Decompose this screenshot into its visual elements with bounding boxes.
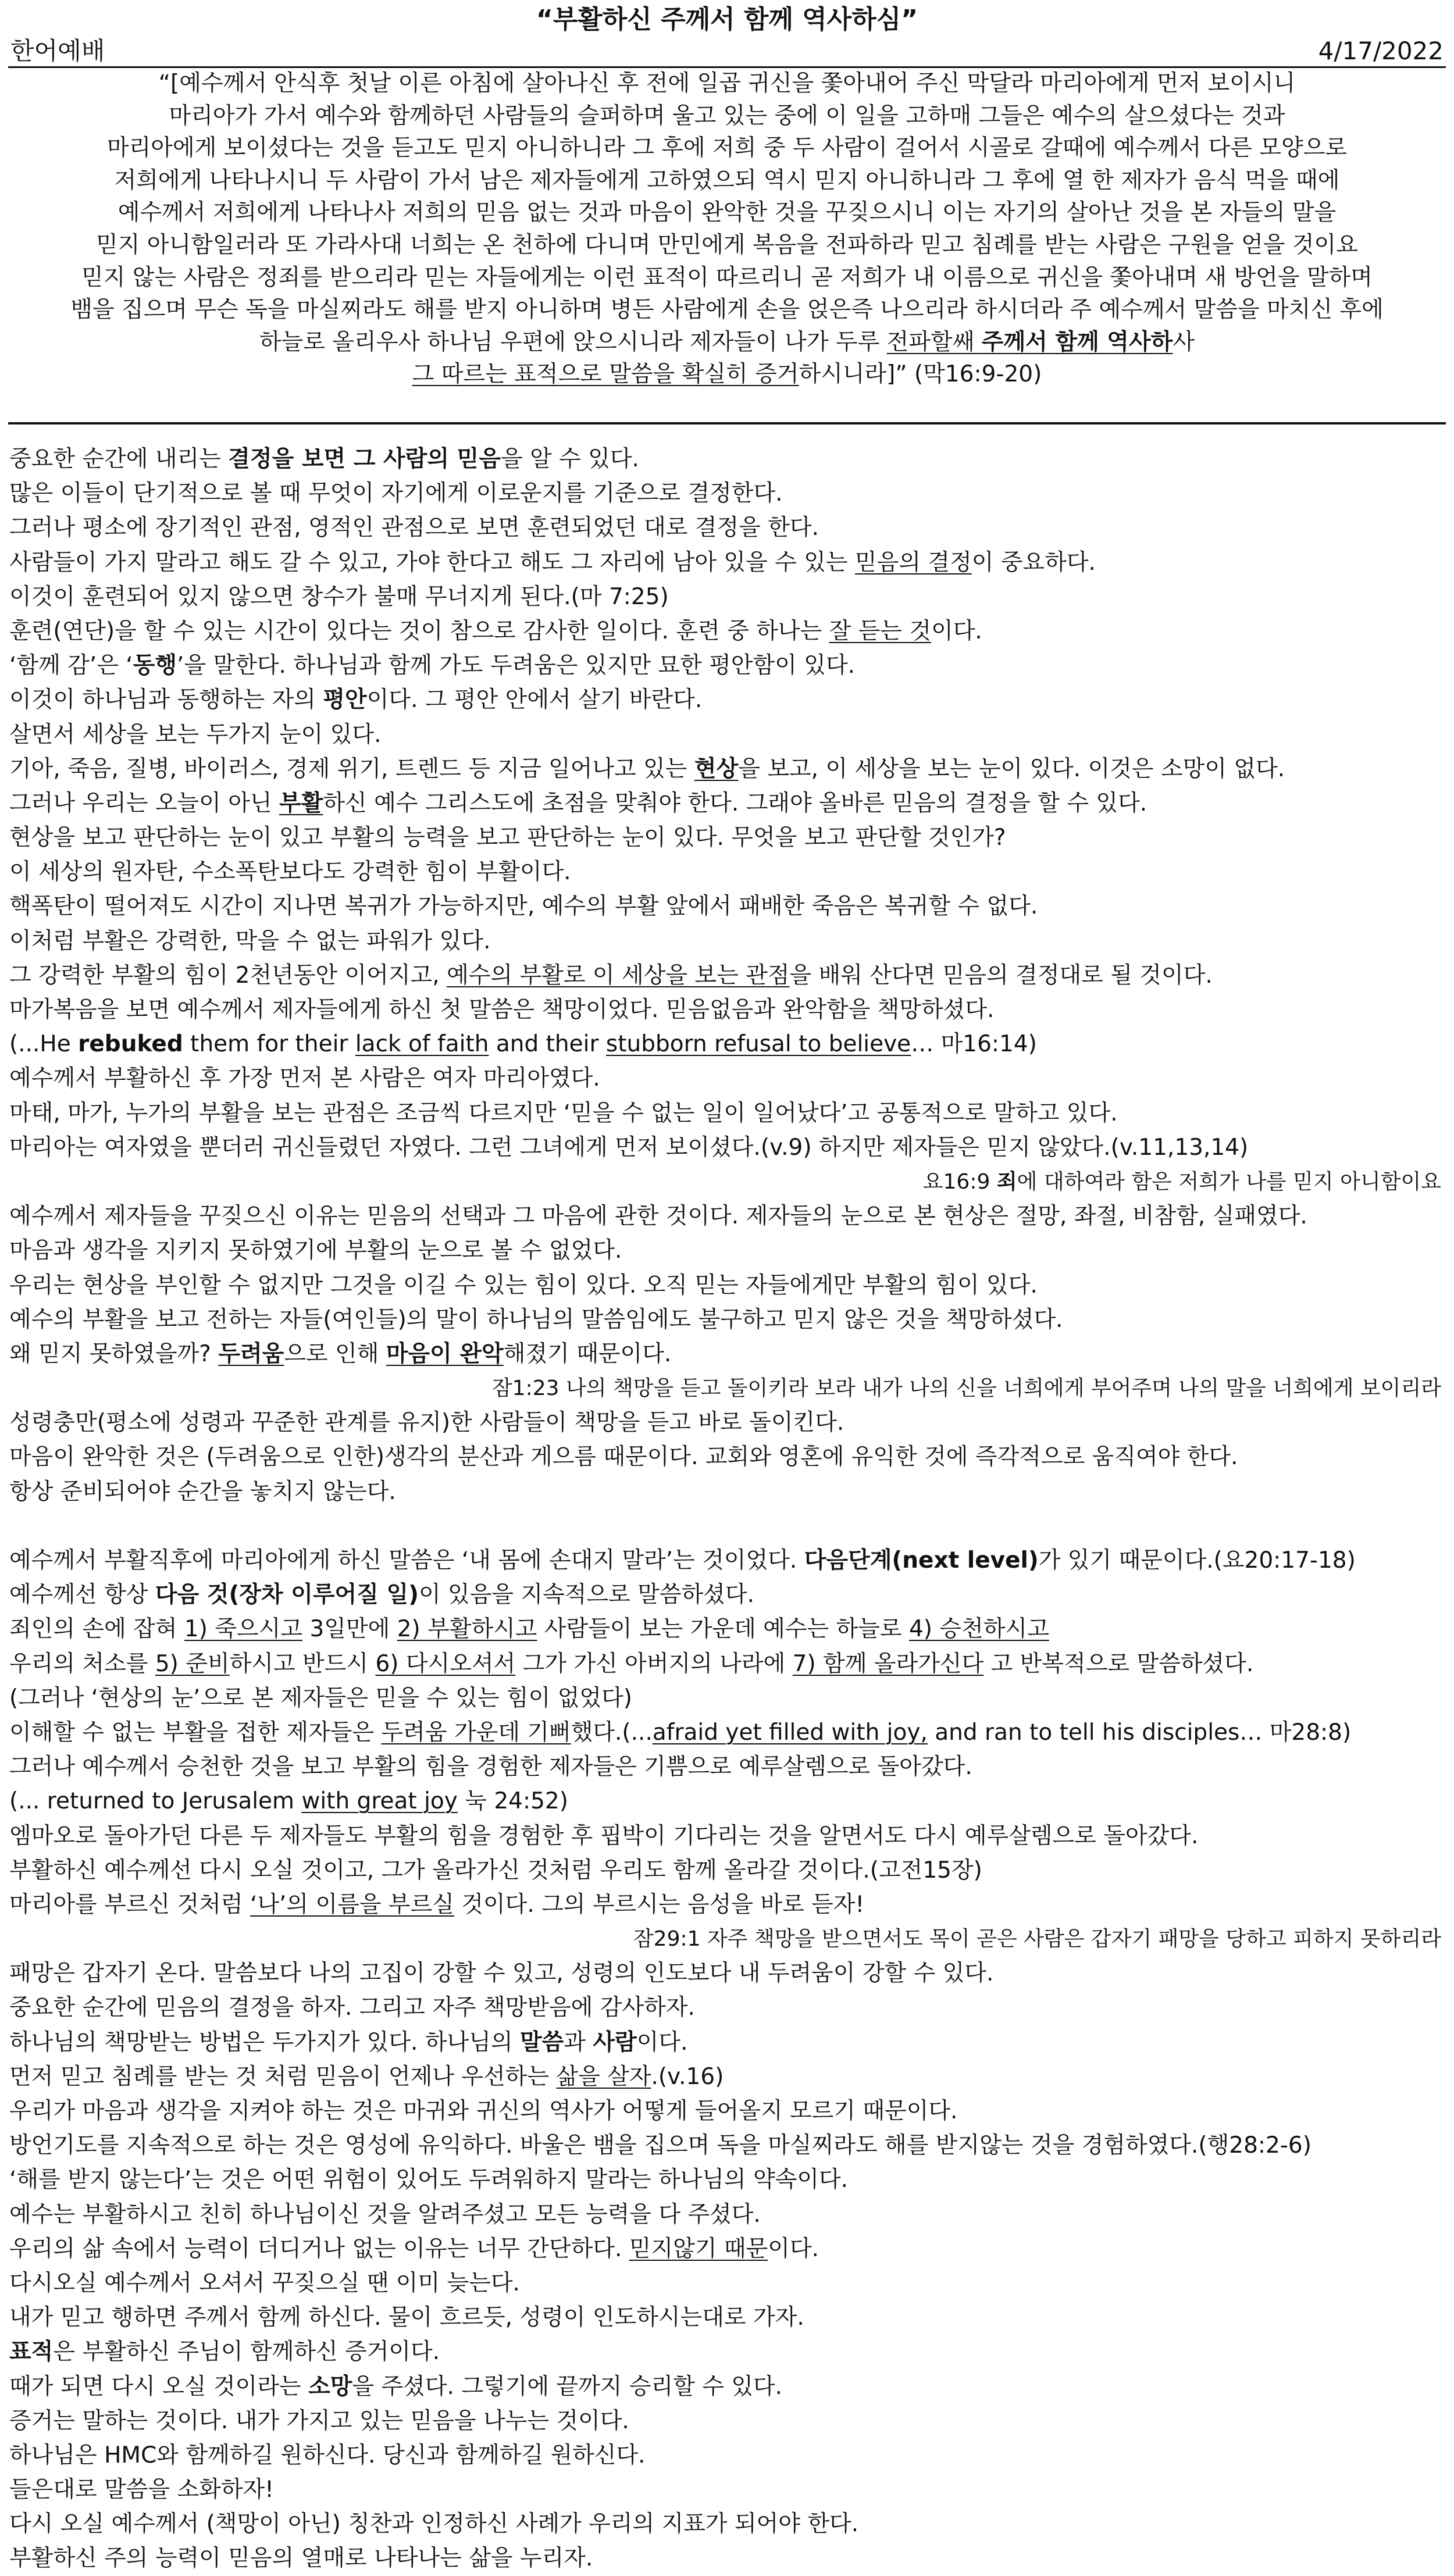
- sermon-line: [9, 1509, 1446, 1543]
- sermon-line: 하나님은 HMC와 함께하길 원하신다. 당신과 함께하길 원하신다.: [9, 2442, 646, 2468]
- sermon-line: 마리아를 부르신 것처럼 ‘나’의 이름을 부르실 것이다. 그의 부르시는 음성을 바로 듣자!: [9, 1891, 865, 1918]
- sermon-line: 다시오실 예수께서 오셔서 꾸짖으실 땐 이미 늦는다.: [9, 2270, 520, 2296]
- sermon-line: ‘함께 감’은 ‘동행’을 말한다. 하나님과 함께 가도 두려움은 있지만 묘한 평안함이 있다.: [9, 652, 856, 679]
- sermon-line: 표적은 부활하신 주님이 함께하신 증거이다.: [9, 2339, 440, 2366]
- sermon-line: 이 세상의 원자탄, 수소폭탄보다도 강력한 힘이 부활이다.: [9, 859, 571, 886]
- sermon-line: 사람들이 가지 말라고 해도 갈 수 있고, 가야 한다고 해도 그 자리에 남아 있을 수 있는 믿음의 결정이 중요하다.: [9, 549, 1096, 576]
- sermon-line: 잠1:23 나의 책망을 듣고 돌이키라 보라 내가 나의 신을 너희에게 부어주며 나의 말을 너희에게 보이리라: [491, 1376, 1441, 1401]
- sermon-line: 마음이 완악한 것은 (두려움으로 인한)생각의 분산과 게으름 때문이다. 교회와 영혼에 유익한 것에 즉각적으로 움직여야 한다.: [9, 1444, 1238, 1471]
- scripture-line: “[예수께서 안식후 첫날 이른 아침에 살아나신 후 전에 일곱 귀신을 쫓아내어 주신 막달라 마리아에게 먼저 보이시니: [158, 70, 1296, 97]
- scripture-line: 믿지 아니함일러라 또 가라사대 너희는 온 천하에 다니며 만민에게 복음을 전파하라 믿고 침례를 받는 사람은 구원을 얻을 것이요: [96, 231, 1358, 258]
- sermon-line: 마리아는 여자였을 뿐더러 귀신들렸던 자였다. 그런 그녀에게 먼저 보이셨다.(v.9) 하지만 제자들은 믿지 않았다.(v.11,13,14): [9, 1134, 1249, 1161]
- sermon-line: 예수는 부활하시고 친히 하나님이신 것을 알려주셨고 모든 능력을 다 주셨다.: [9, 2201, 761, 2228]
- sermon-line: 중요한 순간에 믿음의 결정을 하자. 그리고 자주 책망받음에 감사하자.: [9, 1995, 695, 2021]
- sermon-line: 죄인의 손에 잡혀 1) 죽으시고 3일만에 2) 부활하시고 사람들이 보는 가운데 예수는 하늘로 4) 승천하시고: [9, 1616, 1049, 1643]
- sermon-line: 현상을 보고 판단하는 눈이 있고 부활의 능력을 보고 판단하는 눈이 있다. 무엇을 보고 판단할 것인가?: [9, 825, 1006, 851]
- sermon-line: 예수께선 항상 다음 것(장차 이루어질 일)이 있음을 지속적으로 말씀하셨다.: [9, 1582, 754, 1608]
- sermon-line: 우리가 마음과 생각을 지켜야 하는 것은 마귀와 귀신의 역사가 어떻게 들어올지 모르기 때문이다.: [9, 2098, 958, 2124]
- service-label: 한어예배: [10, 37, 105, 65]
- sermon-line: (그러나 ‘현상의 눈’으로 본 제자들은 믿을 수 있는 힘이 없었다): [9, 1685, 632, 1711]
- scripture-line: 마리아에게 보이셨다는 것을 듣고도 믿지 아니하니라 그 후에 저희 중 두 사람이 걸어서 시골로 갈때에 예수께서 다른 모양으로: [106, 135, 1348, 162]
- sermon-line: 그러나 예수께서 승천한 것을 보고 부활의 힘을 경험한 제자들은 기쁨으로 예루살렘으로 돌아갔다.: [9, 1754, 972, 1781]
- sermon-line: 패망은 갑자기 온다. 말씀보다 나의 고집이 강할 수 있고, 성령의 인도보다 내 두려움이 강할 수 있다.: [9, 1960, 994, 1987]
- date-label: 4/17/2022: [1318, 37, 1444, 65]
- sermon-line: 이것이 훈련되어 있지 않으면 창수가 불매 무너지게 된다.(마 7:25): [9, 583, 669, 610]
- sermon-line: 증거는 말하는 것이다. 내가 가지고 있는 믿음을 나누는 것이다.: [9, 2407, 629, 2434]
- sermon-body: [9, 442, 1446, 2576]
- sermon-line: 우리의 삶 속에서 능력이 더디거나 없는 이유는 너무 간단하다. 믿지않기 때문이다.: [9, 2235, 819, 2262]
- sermon-line: 그 강력한 부활의 힘이 2천년동안 이어지고, 예수의 부활로 이 세상을 보는 관점을 배워 산다면 믿음의 결정대로 될 것이다.: [9, 962, 1213, 989]
- sermon-line: 성령충만(평소에 성령과 꾸준한 관계를 유지)한 사람들이 책망을 듣고 바로 돌이킨다.: [9, 1410, 844, 1436]
- scripture-line: 믿지 않는 사람은 정죄를 받으리라 믿는 자들에게는 이런 표적이 따르리니 곧 저희가 내 이름으로 귀신을 쫓아내며 새 방언을 말하며: [81, 264, 1373, 291]
- sermon-line: 이해할 수 없는 부활을 접한 제자들은 두려움 가운데 기뻐했다.(...afraid yet filled with joy, and ran to tell his disciples… 마28:8): [9, 1719, 1352, 1746]
- sermon-line: 예수의 부활을 보고 전하는 자들(여인들)의 말이 하나님의 말씀임에도 불구하고 믿지 않은 것을 책망하셨다.: [9, 1306, 1063, 1333]
- scripture-line: 하늘로 올리우사 하나님 우편에 앉으시니라 제자들이 나가 두루 전파할쌔 주께서 함께 역사하사: [259, 329, 1195, 355]
- sermon-line: (... returned to Jerusalem with great joy 눅 24:52): [9, 1788, 568, 1815]
- sermon-line: 요16:9 죄에 대하여라 함은 저희가 나를 믿지 아니함이요: [922, 1169, 1441, 1194]
- sermon-line: 예수께서 부활직후에 마리아에게 하신 말씀은 ‘내 몸에 손대지 말라’는 것이었다. 다음단계(next level)가 있기 때문이다.(요20:17-18): [9, 1547, 1356, 1574]
- sermon-line: 때가 되면 다시 오실 것이라는 소망을 주셨다. 그렇기에 끝까지 승리할 수 있다.: [9, 2373, 783, 2400]
- sermon-line: 마태, 마가, 누가의 부활을 보는 관점은 조금씩 다르지만 ‘믿을 수 없는 일이 일어났다’고 공통적으로 말하고 있다.: [9, 1100, 1118, 1126]
- scripture-line: 뱀을 집으며 무슨 독을 마실찌라도 해를 받지 아니하며 병든 사람에게 손을 얹은즉 나으리라 하시더라 주 예수께서 말씀을 마치신 후에: [70, 297, 1384, 323]
- sermon-line: 마가복음을 보면 예수께서 제자들에게 하신 첫 말씀은 책망이었다. 믿음없음과 완악함을 책망하셨다.: [9, 997, 995, 1023]
- sermon-line: 많은 이들이 단기적으로 볼 때 무엇이 자기에게 이로운지를 기준으로 결정한다.: [9, 480, 783, 507]
- sermon-line: 다시 오실 예수께서 (책망이 아닌) 칭찬과 인정하신 사례가 우리의 지표가 되어야 한다.: [9, 2511, 859, 2538]
- sermon-line: 부활하신 예수께선 다시 오실 것이고, 그가 올라가신 것처럼 우리도 함께 올라갈 것이다.(고전15장): [9, 1857, 982, 1883]
- sermon-line: 먼저 믿고 침례를 받는 것 처럼 믿음이 언제나 우선하는 삶을 살자.(v.16): [9, 2063, 724, 2090]
- sermon-line: 기아, 죽음, 질병, 바이러스, 경제 위기, 트렌드 등 지금 일어나고 있는 현상을 보고, 이 세상을 보는 눈이 있다. 이것은 소망이 없다.: [9, 755, 1285, 782]
- sermon-line: 예수께서 부활하신 후 가장 먼저 본 사람은 여자 마리아였다.: [9, 1065, 600, 1092]
- sermon-line: 내가 믿고 행하면 주께서 함께 하신다. 물이 흐르듯, 성령이 인도하시는대로 가자.: [9, 2304, 804, 2331]
- sermon-line: 그러나 평소에 장기적인 관점, 영적인 관점으로 보면 훈련되었던 대로 결정을 한다.: [9, 515, 819, 541]
- sermon-line: 항상 준비되어야 순간을 놓치지 않는다.: [9, 1478, 396, 1505]
- sermon-line: 핵폭탄이 떨어져도 시간이 지나면 복귀가 가능하지만, 예수의 부활 앞에서 패배한 죽음은 복귀할 수 없다.: [9, 893, 1038, 920]
- sermon-line: 들은대로 말씀을 소화하자!: [9, 2477, 274, 2503]
- sermon-line: 왜 믿지 못하였을까? 두려움으로 인해 마음이 완악해졌기 때문이다.: [9, 1340, 672, 1367]
- page-title: “부활하신 주께서 함께 역사하심”: [536, 5, 918, 34]
- sermon-line: 엠마오로 돌아가던 다른 두 제자들도 부활의 힘을 경험한 후 핍박이 기다리는 것을 알면서도 다시 예루살렘으로 돌아갔다.: [9, 1822, 1199, 1849]
- scripture-passage: [0, 67, 1454, 391]
- sermon-line: 우리의 처소를 5) 준비하시고 반드시 6) 다시오셔서 그가 가신 아버지의 나라에 7) 함께 올라가신다 고 반복적으로 말씀하셨다.: [9, 1650, 1254, 1677]
- sermon-line: 부활하신 주의 능력이 믿음의 열매로 나타나는 삶을 누리자.: [9, 2545, 593, 2572]
- sermon-line: 그러나 우리는 오늘이 아닌 부활하신 예수 그리스도에 초점을 맞춰야 한다. 그래야 올바른 믿음의 결정을 할 수 있다.: [9, 790, 1147, 816]
- sermon-line: (...He rebuked them for their lack of faith and their stubborn refusal to believe… 마16:14): [9, 1031, 1037, 1058]
- sermon-line: ‘해를 받지 않는다’는 것은 어떤 위험이 있어도 두려워하지 말라는 하나님의 약속이다.: [9, 2167, 849, 2193]
- sermon-line: 하나님의 책망받는 방법은 두가지가 있다. 하나님의 말씀과 사람이다.: [9, 2029, 688, 2056]
- scripture-line: 저희에게 나타나시니 두 사람이 가서 남은 제자들에게 고하였으되 역시 믿지 아니하니라 그 후에 열 한 제자가 음식 먹을 때에: [114, 167, 1340, 194]
- sermon-line: 마음과 생각을 지키지 못하였기에 부활의 눈으로 볼 수 없었다.: [9, 1237, 622, 1264]
- scripture-divider: [8, 422, 1446, 424]
- scripture-line: 그 따르는 표적으로 말씀을 확실히 증거하시니라]” (막16:9-20): [412, 361, 1042, 388]
- sermon-line: 이것이 하나님과 동행하는 자의 평안이다. 그 평안 안에서 살기 바란다.: [9, 687, 703, 713]
- sermon-line: 이처럼 부활은 강력한, 막을 수 없는 파워가 있다.: [9, 927, 491, 954]
- sermon-line: 살면서 세상을 보는 두가지 눈이 있다.: [9, 721, 382, 748]
- sermon-line: 중요한 순간에 내리는 결정을 보면 그 사람의 믿음을 알 수 있다.: [9, 446, 639, 472]
- scripture-line: 예수께서 저희에게 나타나사 저희의 믿음 없는 것과 마음이 완악한 것을 꾸짖으시니 이는 자기의 살아난 것을 본 자들의 말을: [117, 199, 1337, 226]
- sermon-line: 훈련(연단)을 할 수 있는 시간이 있다는 것이 참으로 감사한 일이다. 훈련 중 하나는 잘 듣는 것이다.: [9, 618, 982, 644]
- sermon-line: 예수께서 제자들을 꾸짖으신 이유는 믿음의 선택과 그 마음에 관한 것이다. 제자들의 눈으로 본 현상은 절망, 좌절, 비참함, 실패였다.: [9, 1203, 1307, 1230]
- sermon-line: 방언기도를 지속적으로 하는 것은 영성에 유익하다. 바울은 뱀을 집으며 독을 마실찌라도 해를 받지않는 것을 경험하였다.(행28:2-6): [9, 2132, 1312, 2159]
- scripture-line: 마리아가 가서 예수와 함께하던 사람들의 슬퍼하며 울고 있는 중에 이 일을 고하매 그들은 예수의 살으셨다는 것과: [169, 102, 1285, 129]
- sermon-line: 잠29:1 자주 책망을 받으면서도 목이 곧은 사람은 갑자기 패망을 당하고 피하지 못하리라: [633, 1927, 1441, 1951]
- sermon-line: 우리는 현상을 부인할 수 없지만 그것을 이길 수 있는 힘이 있다. 오직 믿는 자들에게만 부활의 힘이 있다.: [9, 1272, 1038, 1298]
